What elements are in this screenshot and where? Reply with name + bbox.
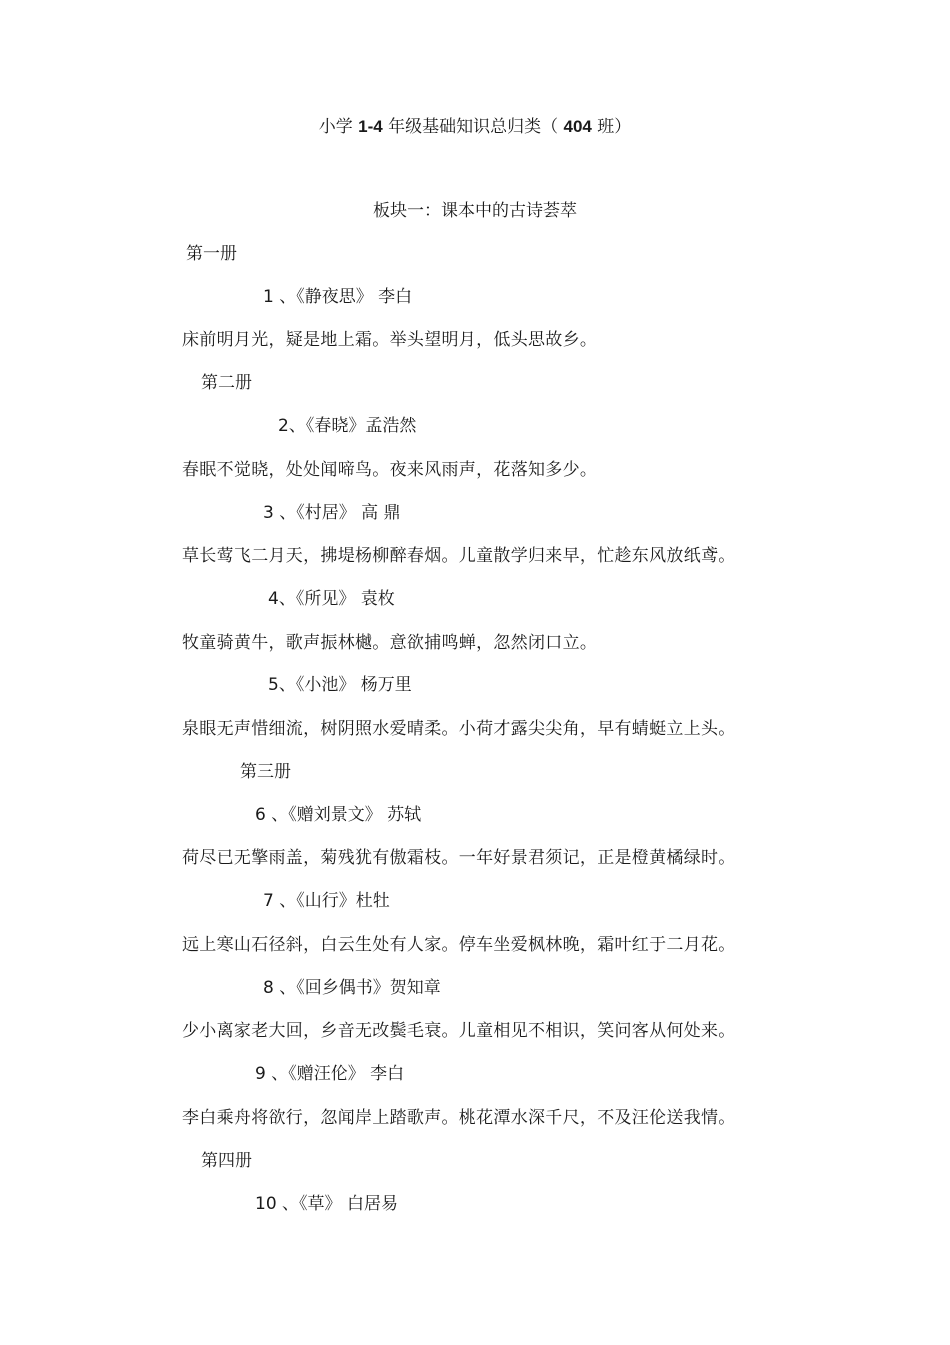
title-text-prefix: 小学 [318, 117, 359, 137]
poem-body-8: 少小离家老大回，乡音无改鬓毛衰。儿童相见不相识，笑问客从何处来。 [182, 1021, 736, 1041]
poem-heading-1: 1 、《静夜思》 李白 [263, 287, 413, 307]
poem-heading-2: 2、《春晓》孟浩然 [278, 416, 417, 436]
poem-heading-6: 6 、《赠刘景文》 苏轼 [255, 805, 422, 825]
volume-heading-4: 第四册 [201, 1151, 252, 1171]
poem-heading-7: 7 、《山行》杜牡 [263, 891, 390, 911]
title-text-middle: 年级基础知识总归类（ [382, 117, 564, 137]
volume-heading-2: 第二册 [201, 373, 252, 393]
document-title [0, 116, 950, 138]
poem-heading-4: 4、《所见》 袁枚 [268, 589, 395, 609]
poem-heading-3: 3 、《村居》 高 鼎 [263, 503, 401, 523]
poem-body-1: 床前明月光，疑是地上霜。举头望明月，低头思故乡。 [182, 330, 598, 350]
volume-heading-1: 第一册 [186, 244, 237, 264]
title-class-number: 404 [563, 117, 592, 136]
poem-body-6: 荷尽已无擎雨盖，菊残犹有傲霜枝。一年好景君须记，正是橙黄橘绿时。 [182, 848, 736, 868]
poem-body-7: 远上寒山石径斜，白云生处有人家。停车坐爱枫林晚，霜叶红于二月花。 [182, 935, 736, 955]
poem-heading-9: 9 、《赠汪伦》 李白 [255, 1064, 405, 1084]
volume-heading-3: 第三册 [240, 762, 291, 782]
poem-heading-10: 10 、《草》 白居易 [255, 1194, 398, 1214]
poem-body-4: 牧童骑黄牛，歌声振林樾。意欲捕鸣蝉，忽然闭口立。 [182, 633, 598, 653]
title-grade-range: 1-4 [358, 117, 383, 136]
poem-body-3: 草长莺飞二月天，拂堤杨柳醉春烟。儿童散学归来早，忙趁东风放纸鸢。 [182, 546, 736, 566]
poem-body-9: 李白乘舟将欲行，忽闻岸上踏歌声。桃花潭水深千尺，不及汪伦送我情。 [182, 1108, 736, 1128]
poem-heading-8: 8 、《回乡偶书》贺知章 [263, 978, 441, 998]
title-text-suffix: 班） [591, 117, 632, 137]
poem-body-2: 春眠不觉晓，处处闻啼鸟。夜来风雨声，花落知多少。 [182, 460, 598, 480]
section-title: 板块一：课本中的古诗荟萃 [373, 201, 577, 221]
poem-body-5: 泉眼无声惜细流，树阴照水爱晴柔。小荷才露尖尖角，早有蜻蜓立上头。 [182, 719, 736, 739]
poem-heading-5: 5、《小池》 杨万里 [268, 675, 412, 695]
